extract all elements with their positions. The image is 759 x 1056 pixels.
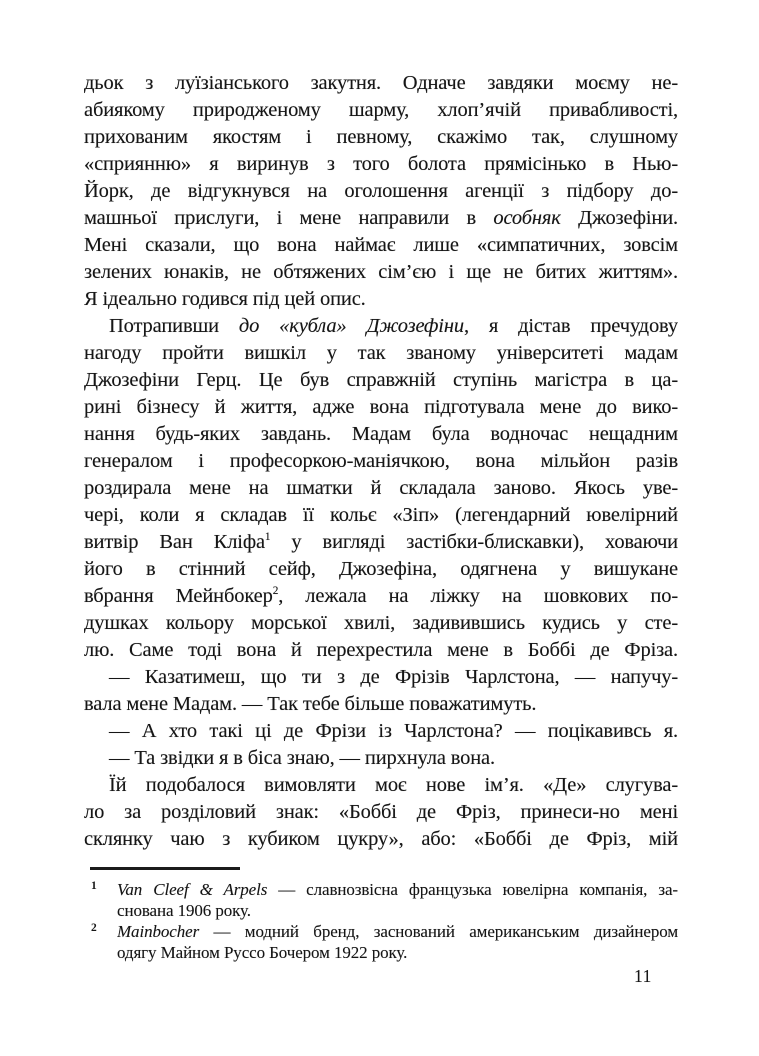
footnote-line: снована 1906 року. bbox=[117, 901, 251, 920]
text-line: роздирала мене на шматки й складала заново. Якось уве- bbox=[84, 477, 678, 499]
page-number: 11 bbox=[634, 966, 652, 986]
text-line: Я ідеально годився під цей опис. bbox=[84, 288, 366, 310]
paragraph bbox=[84, 745, 678, 772]
text-line: його в стінний сейф, Джозефіна, одягнена у вишукане bbox=[84, 558, 678, 580]
footnote-line: одягу Майном Руссо Бочером 1922 року. bbox=[117, 943, 408, 962]
text-line: вала мене Мадам. — Так тебе більше поважатимуть. bbox=[84, 693, 537, 715]
text-line: Мені сказали, що вона наймає лише «симпатичних, зовсім bbox=[84, 234, 678, 256]
text-line: нагоду пройти вишкіл у так званому університеті мадам bbox=[84, 342, 678, 364]
footnote bbox=[84, 879, 678, 921]
paragraph bbox=[84, 70, 678, 313]
text-line: «сприянню» я виринув з того болота прямісінько в Нью- bbox=[84, 153, 678, 175]
text-line: прихованим якостям і певному, скажімо так, слушному bbox=[84, 126, 678, 148]
text-line: дьок з луїзіанського закутня. Одначе завдяки моєму не- bbox=[84, 72, 678, 94]
text-line: Джозефіни Герц. Це був справжній ступінь магістра в ца- bbox=[84, 369, 678, 391]
footnotes bbox=[84, 879, 678, 963]
paragraph bbox=[84, 718, 678, 745]
footnote-line: Mainbocher — модний бренд, заснований американським дизайнером bbox=[117, 922, 678, 941]
footnote-marker: 2 bbox=[91, 922, 97, 934]
footnote-divider bbox=[90, 867, 240, 870]
paragraph bbox=[84, 772, 678, 853]
text-line: ло за розділовий знак: «Боббі де Фріз, принеси-но мені bbox=[84, 801, 678, 823]
text-line: — Та звідки я в біса знаю, — пирхнула вона. bbox=[109, 747, 495, 769]
text-line: — А хто такі ці де Фрізи із Чарлстона? — поцікавивсь я. bbox=[109, 720, 678, 742]
text-line: душках кольору морської хвилі, задивившись кудись у сте- bbox=[84, 612, 678, 634]
text-line: рині бізнесу й життя, адже вона підготувала мене до вико- bbox=[84, 396, 678, 418]
text-line: Потрапивши до «кубла» Джозефіни, я дістав пречудову bbox=[109, 315, 678, 337]
text-line: вбрання Мейнбокер$^2$, лежала на ліжку на шовкових по- bbox=[84, 585, 678, 607]
text-line: чері, коли я складав її кольє «Зіп» (легендарний ювелірний bbox=[84, 504, 678, 526]
paragraph bbox=[84, 664, 678, 718]
paragraph bbox=[84, 313, 678, 664]
text-line: машньої прислуги, і мене направили в особняк Джозефіни. bbox=[84, 207, 678, 229]
text-line: витвір Ван Кліфа$^1$ у вигляді застібки-блискавки), ховаючи bbox=[84, 531, 678, 553]
text-line: Йорк, де відгукнувся на оголошення агенції з підбору до- bbox=[84, 180, 678, 202]
text-line: — Казатимеш, що ти з де Фрізів Чарлстона, — напучу- bbox=[109, 666, 678, 688]
text-line: зелених юнаків, не обтяжених сім’єю і ще не битих життям». bbox=[84, 261, 678, 283]
text-line: лю. Саме тоді вона й перехрестила мене в Боббі де Фріза. bbox=[84, 639, 678, 661]
text-line: генералом і професоркою-маніячкою, вона мільйон разів bbox=[84, 450, 678, 472]
footnote-line: Van Cleef & Arpels — славнозвісна французька ювелірна компанія, за- bbox=[117, 880, 678, 899]
text-line: Їй подобалося вимовляти моє нове ім’я. «Де» слугува- bbox=[109, 774, 678, 796]
page-body-text bbox=[84, 70, 678, 853]
footnote-marker: 1 bbox=[91, 880, 97, 892]
footnote bbox=[84, 921, 678, 963]
text-line: нання будь-яких завдань. Мадам була водночас нещадним bbox=[84, 423, 678, 445]
text-line: склянку чаю з кубиком цукру», або: «Боббі де Фріз, мій bbox=[84, 828, 678, 850]
text-line: абиякому природженому шарму, хлоп’ячій привабливості, bbox=[84, 99, 678, 121]
